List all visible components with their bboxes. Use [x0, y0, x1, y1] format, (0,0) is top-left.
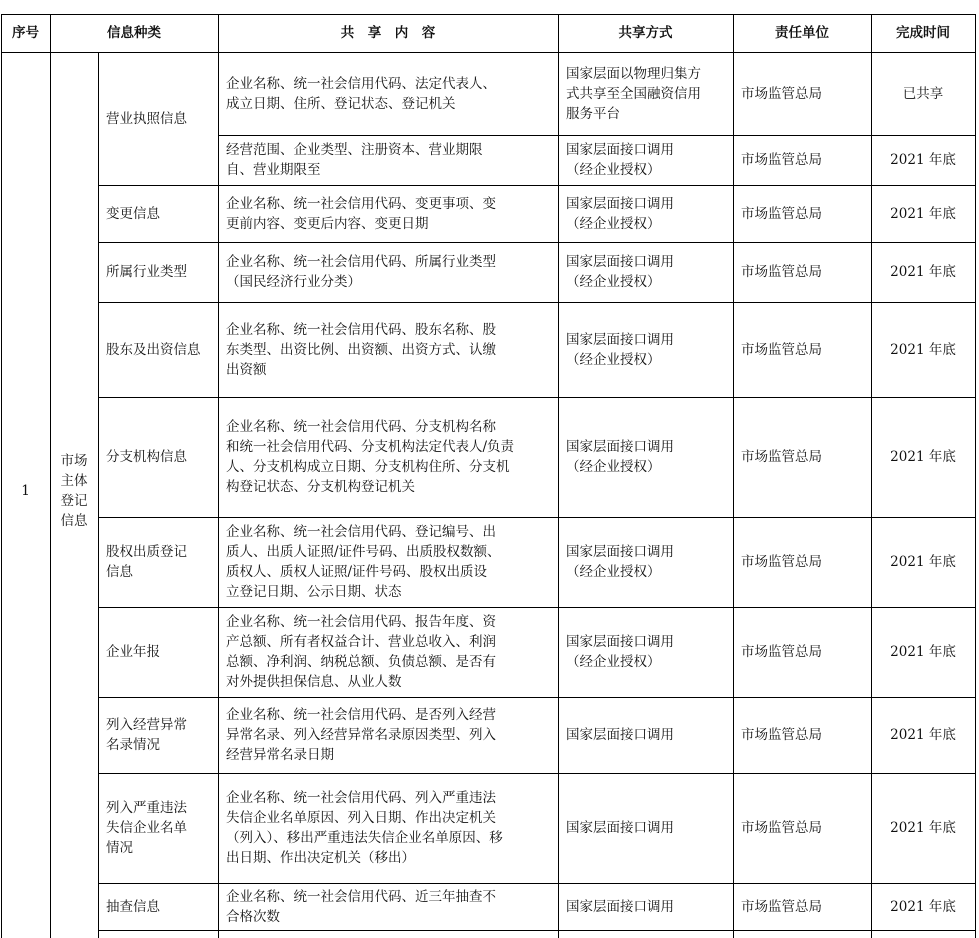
row-content-line: （国民经济行业分类） — [226, 274, 361, 290]
row-method — [558, 135, 733, 185]
row-label — [98, 883, 218, 930]
row-label-line: 列入经营异常 — [106, 717, 187, 733]
row-content — [218, 52, 558, 135]
row-content — [218, 773, 558, 883]
row-label — [98, 242, 218, 302]
row-content-line: （列入）、移出严重违法失信企业名单原因、移 — [226, 830, 503, 846]
row-method — [558, 52, 733, 135]
row-unit-text: 市场监管总局 — [741, 85, 822, 102]
row-unit-text: 市场监管总局 — [741, 152, 822, 168]
row-content — [218, 697, 558, 773]
row-time-text: 2021 年底 — [890, 820, 956, 836]
row-content-line: 产总额、所有者权益合计、营业总收入、利润 — [226, 634, 496, 650]
row-content-line: 企业名称、统一社会信用代码、变更事项、变 — [226, 195, 496, 212]
row-method-line: 国家层面接口调用 — [566, 634, 674, 650]
row-method — [558, 697, 733, 773]
row-divider — [98, 930, 975, 931]
row-method-line: （经企业授权） — [566, 215, 661, 232]
row-content — [218, 242, 558, 302]
row-label-line: 名录情况 — [106, 737, 160, 753]
row-unit-text: 市场监管总局 — [741, 554, 822, 570]
row-content-line: 人、分支机构成立日期、分支机构住所、分支机 — [226, 459, 510, 475]
row-unit — [733, 607, 871, 697]
row-label — [98, 302, 218, 397]
row-unit-text: 市场监管总局 — [741, 644, 822, 660]
row-method — [558, 242, 733, 302]
row-method-line: （经企业授权） — [566, 274, 661, 290]
row-time-text: 2021 年底 — [890, 264, 956, 280]
row-content-line: 企业名称、统一社会信用代码、股东名称、股 — [226, 321, 496, 338]
row-unit — [733, 397, 871, 517]
row-label-line: 分支机构信息 — [106, 449, 187, 465]
row-method-line: 国家层面接口调用 — [566, 898, 674, 915]
row-time-text: 2021 年底 — [890, 727, 956, 743]
row-unit-text: 市场监管总局 — [741, 341, 822, 358]
row-time — [871, 397, 975, 517]
row-method-line: （经企业授权） — [566, 459, 661, 475]
row-content-line: 企业名称、统一社会信用代码、报告年度、资 — [226, 614, 496, 630]
row-content — [218, 135, 558, 185]
row-label-line: 情况 — [106, 840, 133, 856]
row-label — [98, 517, 218, 607]
row-content-line: 对外提供担保信息、从业人数 — [226, 674, 402, 690]
row-content — [218, 397, 558, 517]
row-time-text: 2021 年底 — [890, 205, 956, 222]
row-method — [558, 607, 733, 697]
row-content-line: 企业名称、统一社会信用代码、分支机构名称 — [226, 419, 496, 435]
row-label — [98, 607, 218, 697]
row-method-line: 国家层面接口调用 — [566, 544, 674, 560]
row-label — [98, 52, 218, 185]
row-content-line: 质权人、质权人证照/证件号码、股权出质设 — [226, 564, 488, 580]
row-time-text: 2021 年底 — [890, 341, 956, 358]
row-label-line: 企业年报 — [106, 644, 160, 660]
row-label — [98, 397, 218, 517]
row-label-line: 抽查信息 — [106, 898, 160, 915]
row-unit-text: 市场监管总局 — [741, 898, 822, 915]
row-content-line: 企业名称、统一社会信用代码、法定代表人、 — [226, 75, 496, 92]
row-time-text: 2021 年底 — [890, 898, 956, 915]
row-label-line: 股权出质登记 — [106, 544, 187, 560]
row-method-line: 式共享至全国融资信用 — [566, 85, 701, 102]
row-unit — [733, 773, 871, 883]
row-content-line: 构登记状态、分支机构登记机关 — [226, 479, 415, 495]
row-content-line: 成立日期、住所、登记状态、登记机关 — [226, 95, 456, 112]
row-time-text: 2021 年底 — [890, 554, 956, 570]
row-method — [558, 185, 733, 242]
row-time — [871, 52, 975, 135]
row-method-line: 国家层面接口调用 — [566, 331, 674, 348]
row-label-line: 信息 — [106, 564, 133, 580]
header-content: 共 享 内 容 — [340, 25, 436, 41]
row-unit — [733, 135, 871, 185]
row-unit-text: 市场监管总局 — [741, 205, 822, 222]
header-category: 信息种类 — [107, 25, 161, 41]
row-unit — [733, 185, 871, 242]
column-divider — [975, 14, 976, 938]
row-content-line: 异常名录、列入经营异常名录原因类型、列入 — [226, 727, 496, 743]
row-method — [558, 773, 733, 883]
row-method-line: 国家层面接口调用 — [566, 195, 674, 212]
row-method-line: 国家层面以物理归集方 — [566, 65, 701, 82]
row-unit — [733, 697, 871, 773]
row-method-line: （经企业授权） — [566, 351, 661, 368]
row-unit-text: 市场监管总局 — [741, 727, 822, 743]
header-time: 完成时间 — [896, 25, 950, 41]
row-label-line: 变更信息 — [106, 205, 160, 222]
row-content-line: 企业名称、统一社会信用代码、登记编号、出 — [226, 524, 496, 540]
row-time — [871, 242, 975, 302]
row-content-line: 经营范围、企业类型、注册资本、营业期限 — [226, 142, 483, 158]
header-method: 共享方式 — [618, 25, 673, 41]
row-unit — [733, 883, 871, 930]
row-time-text: 2021 年底 — [890, 449, 956, 465]
row-unit-text: 市场监管总局 — [741, 820, 822, 836]
row-label-line: 列入严重违法 — [106, 800, 187, 816]
row-time — [871, 185, 975, 242]
header-unit: 责任单位 — [775, 25, 829, 41]
row-unit — [733, 302, 871, 397]
row-label — [98, 697, 218, 773]
row-content-line: 经营异常名录日期 — [226, 747, 334, 763]
row-content — [218, 185, 558, 242]
row-content-line: 企业名称、统一社会信用代码、近三年抽查不 — [226, 888, 496, 905]
row-label-line: 失信企业名单 — [106, 820, 187, 836]
row-method-line: （经企业授权） — [566, 654, 661, 670]
row-method — [558, 302, 733, 397]
row-content-line: 质人、出质人证照/证件号码、出质股权数额、 — [226, 544, 501, 560]
row-label-line: 所属行业类型 — [106, 264, 187, 280]
row-content-line: 失信企业名单原因、列入日期、作出决定机关 — [226, 810, 496, 826]
row-content — [218, 607, 558, 697]
row-method-line: （经企业授权） — [566, 162, 661, 178]
row-time-text: 已共享 — [902, 85, 944, 102]
row-method-line: 国家层面接口调用 — [566, 254, 674, 270]
row-content-line: 自、营业期限至 — [226, 162, 321, 178]
row-time — [871, 517, 975, 607]
row-time-text: 2021 年底 — [890, 152, 956, 168]
row-method-line: 国家层面接口调用 — [566, 727, 674, 743]
row-unit — [733, 52, 871, 135]
row-method — [558, 517, 733, 607]
row-label — [98, 185, 218, 242]
row-time — [871, 697, 975, 773]
row-method-line: （经企业授权） — [566, 564, 661, 580]
group-seq: 1 — [21, 483, 30, 499]
row-content-line: 出资额 — [226, 361, 267, 378]
header-seq: 序号 — [12, 25, 39, 41]
row-unit — [733, 242, 871, 302]
row-time — [871, 773, 975, 883]
row-label — [98, 773, 218, 883]
row-content-line: 企业名称、统一社会信用代码、所属行业类型 — [226, 254, 496, 270]
row-method — [558, 883, 733, 930]
row-method-line: 国家层面接口调用 — [566, 142, 674, 158]
row-content-line: 和统一社会信用代码、分支机构法定代表人/负责 — [226, 439, 515, 455]
row-time — [871, 883, 975, 930]
row-label-line: 股东及出资信息 — [106, 341, 201, 358]
group-category: 市场 主体 登记 信息 — [60, 453, 88, 529]
row-content-line: 合格次数 — [226, 908, 280, 925]
row-time-text: 2021 年底 — [890, 644, 956, 660]
row-content-line: 更前内容、变更后内容、变更日期 — [226, 215, 429, 232]
row-unit-text: 市场监管总局 — [741, 449, 822, 465]
row-unit — [733, 517, 871, 607]
row-content — [218, 517, 558, 607]
row-content-line: 企业名称、统一社会信用代码、是否列入经营 — [226, 707, 496, 723]
row-time — [871, 302, 975, 397]
row-label-line: 营业执照信息 — [106, 110, 187, 127]
row-content-line: 出日期、作出决定机关（移出） — [226, 850, 415, 866]
row-method-line: 服务平台 — [566, 105, 620, 122]
row-content — [218, 302, 558, 397]
row-content-line: 立登记日期、公示日期、状态 — [226, 584, 402, 600]
row-content-line: 企业名称、统一社会信用代码、列入严重违法 — [226, 790, 496, 806]
row-content-line: 东类型、出资比例、出资额、出资方式、认缴 — [226, 341, 496, 358]
row-time — [871, 607, 975, 697]
row-content-line: 总额、净利润、纳税总额、负债总额、是否有 — [226, 654, 496, 670]
row-method — [558, 397, 733, 517]
row-method-line: 国家层面接口调用 — [566, 439, 674, 455]
row-time — [871, 135, 975, 185]
row-content — [218, 883, 558, 930]
row-method-line: 国家层面接口调用 — [566, 820, 674, 836]
row-unit-text: 市场监管总局 — [741, 264, 822, 280]
